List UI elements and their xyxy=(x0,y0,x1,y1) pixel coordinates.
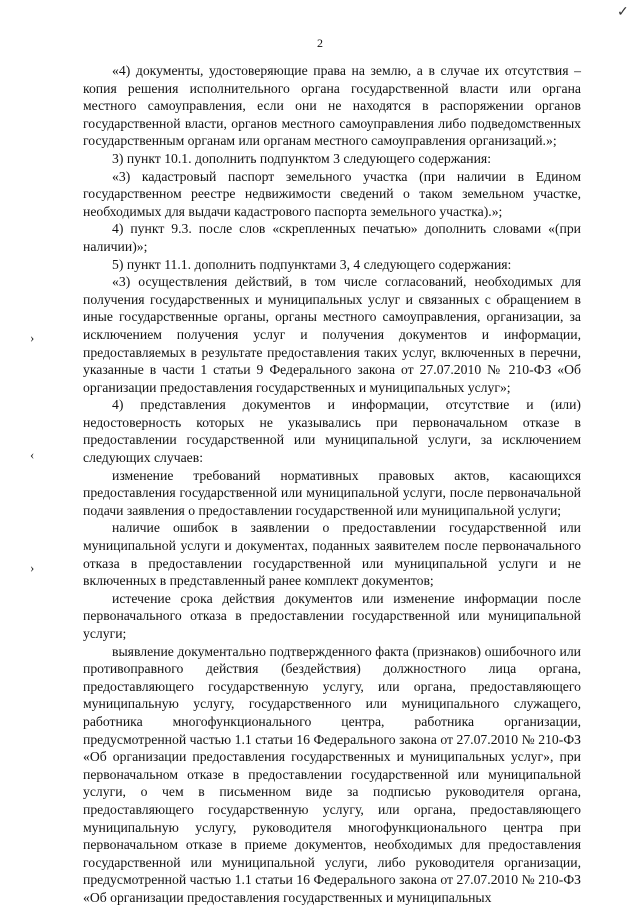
paragraph-point-5: 5) пункт 11.1. дополнить подпунктами 3, 4 следующего содержания: xyxy=(112,256,512,272)
paragraph-amendment-item-4: «4) документы, удостоверяющие права на землю, а в случае их отсутствия – копия решения исполнительного органа государственной власти или органа местного самоуправления, если они не находятся в распоряжении органов государственной власти, органов местного самоуправления либо подведомственных государственным органам или органам местного самоуправления организаций.»; xyxy=(83,63,581,149)
paragraph-case-expiry: истечение срока действия документов или изменение информации после первоначального отказа в предоставлении государственной или муниципальной услуги; xyxy=(83,590,581,641)
paragraph-subpoint-3: «3) осуществления действий, в том числе согласований, необходимых для получения государственных и муниципальных услуг и связанных с обращением в иные государственные органы, органы местного самоуправления, организации, за исключением получения услуг и получения документов и информации, предоставляемых в результате предоставления таких услуг, включенных в перечни, указанные в части 1 статьи 9 Федерального закона от 27.07.2010 № 210-ФЗ «Об организации предоставления государственных и муниципальных услуг»; xyxy=(83,274,581,395)
paragraph-case-official-error: выявление документально подтвержденного факта (признаков) ошибочного или противоправного действия (бездействия) должностного лица органа, предоставляющего государственную услугу, или органа, предоставляющего муниципальную услугу, государственного или муниципального служащего, работника многофункционального центра, работника организации, предусмотренной частью 1.1 статьи 16 Федерального закона от 27.07.2010 № 210-ФЗ «Об организации предоставления государственных и муниципальных услуг», при первоначальном отказе в предоставлении государственной или муниципальной услуги, о чем в письменном виде за подписью руководителя органа, предоставляющего государственную услугу, или органа, предоставляющего муниципальную услугу, руководителя многофункционального центра при первоначальном отказе в приеме документов, необходимых для предоставления государственной или муниципальной услуги, либо руководителя организации, предусмотренной частью 1.1 статьи 16 Федерального закона от 27.07.2010 № 210-ФЗ «Об организации предоставления государственных и муниципальных xyxy=(83,643,581,905)
paragraph-cadastral-passport: «3) кадастровый паспорт земельного участка (при наличии в Едином государственном реестре недвижимости сведений о таком земельном участке, необходимых для выдачи кадастрового паспорта земельного участка).»; xyxy=(83,168,581,219)
page-number: 2 xyxy=(317,36,323,50)
margin-mark-3: › xyxy=(30,560,35,575)
corner-check-mark: ✓ xyxy=(617,5,629,20)
document-body xyxy=(83,62,581,907)
margin-mark-2: ‹ xyxy=(30,447,35,462)
paragraph-point-3: 3) пункт 10.1. дополнить подпунктом 3 следующего содержания: xyxy=(112,150,492,166)
paragraph-point-4: 4) пункт 9.3. после слов «скрепленных печатью» дополнить словами «(при наличии)»; xyxy=(83,221,581,254)
margin-mark-1: › xyxy=(30,330,35,345)
paragraph-subpoint-4: 4) представления документов и информации, отсутствие и (или) недостоверность которых не указывались при первоначальном отказе в предоставлении государственной или муниципальной услуги, за исключением следующих случаев: xyxy=(83,397,581,466)
paragraph-case-errors: наличие ошибок в заявлении о предоставлении государственной или муниципальной услуги и документах, поданных заявителем после первоначального отказа в предоставлении государственной или муниципальной услуги и не включенных в представленный ранее комплект документов; xyxy=(83,520,581,589)
paragraph-case-requirements-change: изменение требований нормативных правовых актов, касающихся предоставления государственной или муниципальной услуги, после первоначальной подачи заявления о предоставлении государственной или муниципальной услуги; xyxy=(83,467,581,518)
